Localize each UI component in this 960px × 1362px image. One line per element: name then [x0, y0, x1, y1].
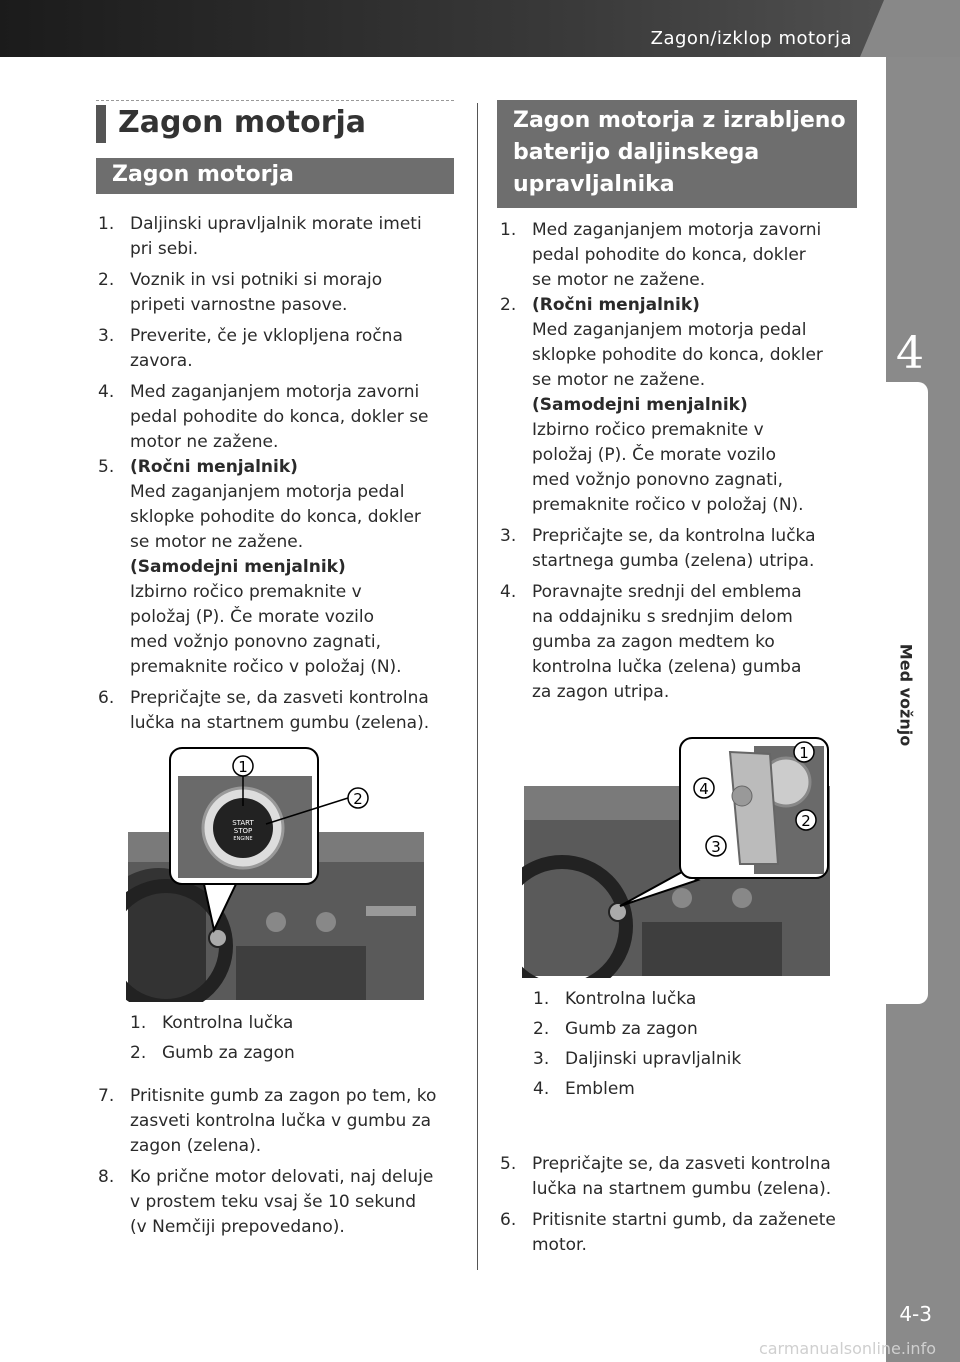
callout-2-label: 2	[801, 812, 811, 830]
step-4	[98, 380, 468, 455]
right-heading-line: Zagon motorja z izrabljeno	[513, 108, 846, 133]
step-text: se motor ne zažene.	[130, 532, 304, 552]
legend-text: Daljinski upravljalnik	[565, 1049, 742, 1069]
right-heading-line: baterijo daljinskega	[513, 140, 760, 165]
step-8	[98, 1165, 468, 1240]
step-text: motor.	[532, 1235, 587, 1255]
chapter-number: 4	[896, 328, 924, 379]
step-number: 5.	[500, 1154, 517, 1174]
legend-number: 2.	[533, 1019, 550, 1039]
step-text: Med zaganjanjem motorja zavorni	[532, 220, 822, 240]
step-text: se motor ne zažene.	[532, 370, 706, 390]
step-text: položaj (P). Če morate vozilo	[532, 445, 776, 465]
legend-number: 2.	[130, 1043, 147, 1063]
legend-text: Gumb za zagon	[162, 1043, 295, 1063]
step-text: sklopke pohodite do konca, dokler	[532, 345, 823, 365]
subheading: Zagon motorja	[96, 158, 454, 194]
step-number: 4.	[500, 582, 517, 602]
step-text: Voznik in vsi potniki si morajo	[130, 270, 383, 290]
heading-bar	[96, 105, 106, 143]
step-text: med vožnjo ponovno zagnati,	[130, 632, 382, 652]
right-step-5	[500, 1152, 860, 1202]
step-number: 2.	[98, 270, 115, 290]
step-text: premaknite ročico v položaj (N).	[532, 495, 804, 515]
step-text: sklopke pohodite do konca, dokler	[130, 507, 421, 527]
dial	[732, 888, 752, 908]
watermark: carmanualsonline.info	[758, 1339, 936, 1358]
main-heading-text: Zagon motorja	[118, 105, 367, 140]
step-text: lučka na startnem gumbu (zelena).	[532, 1179, 832, 1199]
step-6	[98, 686, 468, 736]
start-button-illustration	[126, 746, 426, 1002]
step-text: na oddajniku s srednjim delom	[532, 607, 793, 627]
callout-4-label: 4	[699, 780, 709, 798]
step-text: zasveti kontrolna lučka v gumbu za	[130, 1111, 432, 1131]
chapter-label	[896, 640, 916, 750]
step-text: Prepričajte se, da zasveti kontrolna	[532, 1154, 831, 1174]
step-text: Prepričajte se, da zasveti kontrolna	[130, 688, 429, 708]
step-text: Prepričajte se, da kontrolna lučka	[532, 526, 816, 546]
manual-label: (Ročni menjalnik)	[130, 457, 298, 477]
start-button-small	[609, 903, 627, 921]
step-text: Pritisnite gumb za zagon po tem, ko	[130, 1086, 437, 1106]
right-heading	[497, 100, 857, 208]
callout-1-label: 1	[238, 758, 248, 776]
step-text: se motor ne zažene.	[532, 270, 706, 290]
step-text: pri sebi.	[130, 239, 199, 259]
legend-text: Kontrolna lučka	[162, 1013, 294, 1033]
step-text: motor ne zažene.	[130, 432, 279, 452]
legend-text: Emblem	[565, 1079, 635, 1099]
start-button-small	[209, 929, 227, 947]
right-step-3	[500, 524, 860, 574]
step-text: Izbirno ročico premaknite v	[130, 582, 362, 602]
center-console	[236, 946, 366, 1000]
step-text: (v Nemčiji prepovedano).	[130, 1217, 345, 1237]
legend-item	[533, 1077, 853, 1102]
step-text: zavora.	[130, 351, 193, 371]
step-text: gumba za zagon medtem ko	[532, 632, 775, 652]
step-text: Izbirno ročico premaknite v	[532, 420, 764, 440]
step-text: pripeti varnostne pasove.	[130, 295, 348, 315]
step-text: položaj (P). Če morate vozilo	[130, 607, 374, 627]
key-fob-illustration	[522, 736, 832, 978]
step-text: Med zaganjanjem motorja pedal	[532, 320, 807, 340]
legend-item	[130, 1011, 450, 1036]
legend-text: Kontrolna lučka	[565, 989, 697, 1009]
step-text: za zagon utripa.	[532, 682, 670, 702]
figure-legend-right	[533, 987, 853, 1107]
main-heading	[96, 100, 454, 145]
step-number: 2.	[500, 295, 517, 315]
step-text: premaknite ročico v položaj (N).	[130, 657, 402, 677]
legend-number: 3.	[533, 1049, 550, 1069]
legend-item	[533, 1017, 853, 1042]
dial	[672, 888, 692, 908]
step-text: v prostem teku vsaj še 10 sekund	[130, 1192, 417, 1212]
section-title: Zagon/izklop motorja	[650, 28, 852, 49]
chapter-label-text: Med vožnjo	[896, 643, 916, 747]
step-text: pedal pohodite do konca, dokler se	[130, 407, 429, 427]
page-number: 4-3	[899, 1302, 932, 1326]
manual-label: (Ročni menjalnik)	[532, 295, 700, 315]
step-text: Poravnajte srednji del emblema	[532, 582, 802, 602]
legend-number: 1.	[533, 989, 550, 1009]
step-text: Pritisnite startni gumb, da zaženete	[532, 1210, 836, 1230]
legend-item	[130, 1041, 450, 1066]
step-text: Med zaganjanjem motorja zavorni	[130, 382, 420, 402]
right-step-6	[500, 1208, 860, 1258]
step-text: Med zaganjanjem motorja pedal	[130, 482, 405, 502]
steps-list-2	[98, 1084, 468, 1246]
legend-text: Gumb za zagon	[565, 1019, 698, 1039]
step-text: Daljinski upravljalnik morate imeti	[130, 214, 422, 234]
button-text-start: START	[232, 819, 254, 827]
legend-number: 4.	[533, 1079, 550, 1099]
vent	[366, 906, 416, 916]
right-step-4	[500, 580, 860, 705]
button-text-engine: ENGINE	[233, 836, 253, 842]
center-console	[642, 922, 782, 976]
fob-emblem	[732, 786, 752, 806]
column-divider	[477, 103, 478, 1270]
figure-legend-left	[130, 1011, 450, 1071]
legend-number: 1.	[130, 1013, 147, 1033]
right-heading-line: upravljalnika	[513, 172, 675, 197]
auto-label: (Samodejni menjalnik)	[130, 557, 346, 577]
right-step-2	[500, 293, 860, 518]
callout-2-label: 2	[353, 790, 363, 808]
callout-1-label: 1	[799, 744, 809, 762]
step-number: 4.	[98, 382, 115, 402]
right-step-1	[500, 218, 860, 293]
step-1	[98, 212, 468, 262]
step-number: 1.	[98, 214, 115, 234]
legend-item	[533, 1047, 853, 1072]
step-7	[98, 1084, 468, 1159]
button-text-stop: STOP	[233, 827, 253, 835]
legend-item	[533, 987, 853, 1012]
step-number: 3.	[98, 326, 115, 346]
callout-3-label: 3	[711, 838, 721, 856]
step-text: med vožnjo ponovno zagnati,	[532, 470, 784, 490]
right-steps-list	[500, 218, 860, 711]
step-2	[98, 268, 468, 318]
step-text: startnega gumba (zelena) utripa.	[532, 551, 815, 571]
step-text: pedal pohodite do konca, dokler	[532, 245, 806, 265]
step-3	[98, 324, 468, 374]
dial	[266, 912, 286, 932]
step-text: Preverite, če je vklopljena ročna	[130, 326, 403, 346]
step-text: lučka na startnem gumbu (zelena).	[130, 713, 430, 733]
step-number: 8.	[98, 1167, 115, 1187]
step-text: zagon (zelena).	[130, 1136, 262, 1156]
step-number: 7.	[98, 1086, 115, 1106]
steps-list	[98, 212, 468, 742]
step-number: 1.	[500, 220, 517, 240]
step-number: 6.	[98, 688, 115, 708]
step-number: 6.	[500, 1210, 517, 1230]
step-text: Ko prične motor delovati, naj deluje	[130, 1167, 434, 1187]
step-text: kontrolna lučka (zelena) gumba	[532, 657, 802, 677]
step-number: 3.	[500, 526, 517, 546]
auto-label: (Samodejni menjalnik)	[532, 395, 748, 415]
step-number: 5.	[98, 457, 115, 477]
dial	[316, 912, 336, 932]
right-steps-list-2	[500, 1152, 860, 1264]
step-5	[98, 455, 468, 680]
